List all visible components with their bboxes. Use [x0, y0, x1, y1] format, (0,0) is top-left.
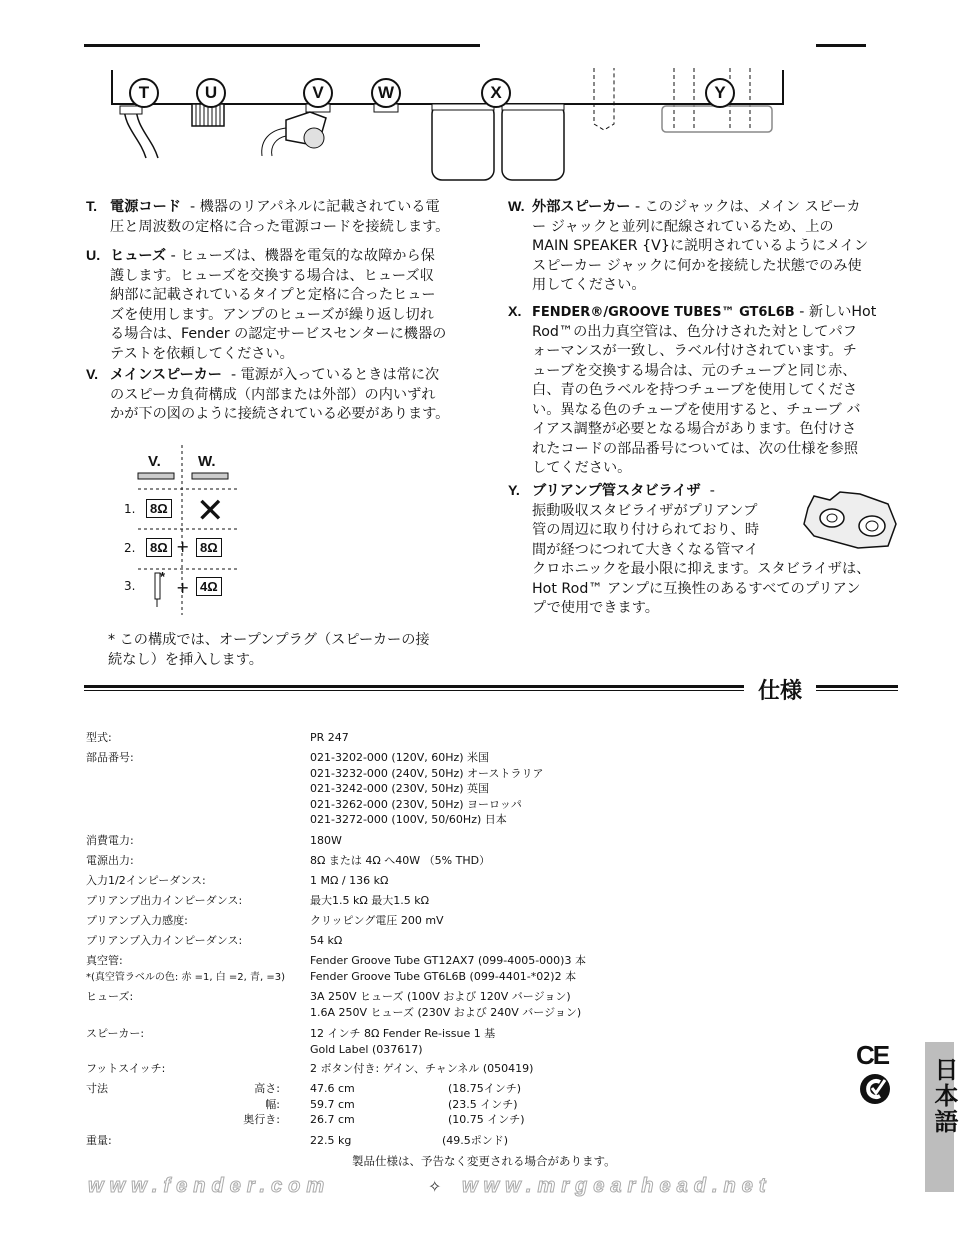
label-u: U — [196, 78, 226, 108]
ce-mark: CE — [856, 1040, 889, 1070]
row-2-w-speaker: 8Ω — [196, 538, 222, 557]
row-2-plus: + — [176, 537, 190, 556]
item-y: Y. ブリアンプ管スタビライザ - 振動吸収スタビライザがプリアンプ 管の周辺に取り付けられており、時 間が経つにつれて大きくなる管マイ クロホニックを最小限に抑えます。スタビライザは、 Hot Rod™ アンプに互換性のあるすべてのプリアン プで使用できます。 — [508, 483, 871, 616]
row-3-plus: + — [176, 578, 190, 597]
footer-diamond-icon: ✧ — [428, 1177, 442, 1196]
label-v: V — [303, 78, 333, 108]
open-plug-icon — [152, 573, 164, 609]
label-y: Y — [705, 78, 735, 108]
c-tick-mark-icon — [858, 1072, 892, 1106]
rear-panel-diagram — [110, 68, 786, 188]
row-1-number: 1. — [124, 502, 136, 516]
spec-note: 製品仕様は、予告なく変更される場合があります。 — [352, 1154, 616, 1168]
spec-title: 仕様 — [758, 679, 803, 704]
item-v: V. メインスピーカー - 電源が入っているときは常に次 のスピーカ負荷構成（内部または外部）の内いずれ かが下の図のように接続されている必要があります。 — [86, 367, 450, 422]
row-3-w-speaker: 4Ω — [196, 577, 222, 596]
item-w: W. 外部スピーカー - このジャックは、メイン スピーカ ー ジャックと並列に配線されているため、上の MAIN SPEAKER {V}に説明されているようにメイン スピーカー ジャックに何かを接続した状態でのみ使 用してください。 — [508, 199, 869, 293]
top-rule-left — [84, 44, 480, 47]
row-3-open-plug: * — [160, 569, 166, 584]
row-2-v-speaker: 8Ω — [146, 538, 172, 557]
stabilizer-icon — [800, 490, 900, 552]
footer-url-fender[interactable]: www.fender.com — [88, 1175, 331, 1197]
spec-rule-right-1 — [816, 685, 898, 688]
row-3-number: 3. — [124, 579, 136, 593]
spec-rule-left-2 — [84, 690, 744, 691]
label-t: T — [129, 78, 159, 108]
speaker-config-table — [110, 445, 240, 615]
item-u: U. ヒューズ - ヒューズは、機器を電気的な故障から保 護します。ヒューズを交換する場合は、ヒューズ収 納部に記載されているタイプと定格に合ったヒュー ズを使用します。アンプのヒューズが繰り返し切れ る場合は、Fender の認定サービスセンターに機器の テストを依頼してください。 — [86, 248, 447, 362]
language-tab: 日本語 — [925, 1042, 954, 1192]
label-w: W — [371, 78, 401, 108]
label-x: X — [481, 78, 511, 108]
col-w-label: W. — [198, 453, 216, 470]
item-x: X. FENDER®/GROOVE TUBES™ GT6L6B - 新しいHot Rod™の出力真空管は、色分けされた対としてパフ ォーマンスが一致し、ラベル付けされています。チ ューブを交換する場合は、元のチューブと同じ赤、 白、青の色ラベルを持つチューブを使用してくださ い。異なる色のチューブを使用すると、チューブ バ イアス調整が必要となる場合があります。色付けさ れたコードの部品番号については、次の仕様を参照 してください。 — [508, 304, 877, 476]
col-v-label: V. — [148, 453, 161, 470]
row-1-w-none: ✕ — [196, 492, 225, 530]
spec-rule-right-2 — [816, 690, 898, 691]
row-1-v-speaker: 8Ω — [146, 499, 172, 518]
open-plug-note: * この構成では、オープンプラグ（スピーカーの接 続なし）を挿入します。 — [108, 632, 430, 668]
footer-url-mrgearhead[interactable]: www.mrgearhead.net — [462, 1175, 772, 1197]
top-rule-right — [816, 44, 866, 47]
spec-rule-left-1 — [84, 685, 744, 688]
item-t: T. 電源コード - 機器のリアパネルに記載されている電 圧と周波数の定格に合った電源コードを接続します。 — [86, 199, 450, 235]
spec-dimensions: 寸法 高さ: 幅: 奥行き: 47.6 cm 59.7 cm 26.7 cm (18.75インチ) (23.5 インチ) (10.75 インチ) — [86, 1082, 525, 1126]
row-2-number: 2. — [124, 541, 136, 555]
